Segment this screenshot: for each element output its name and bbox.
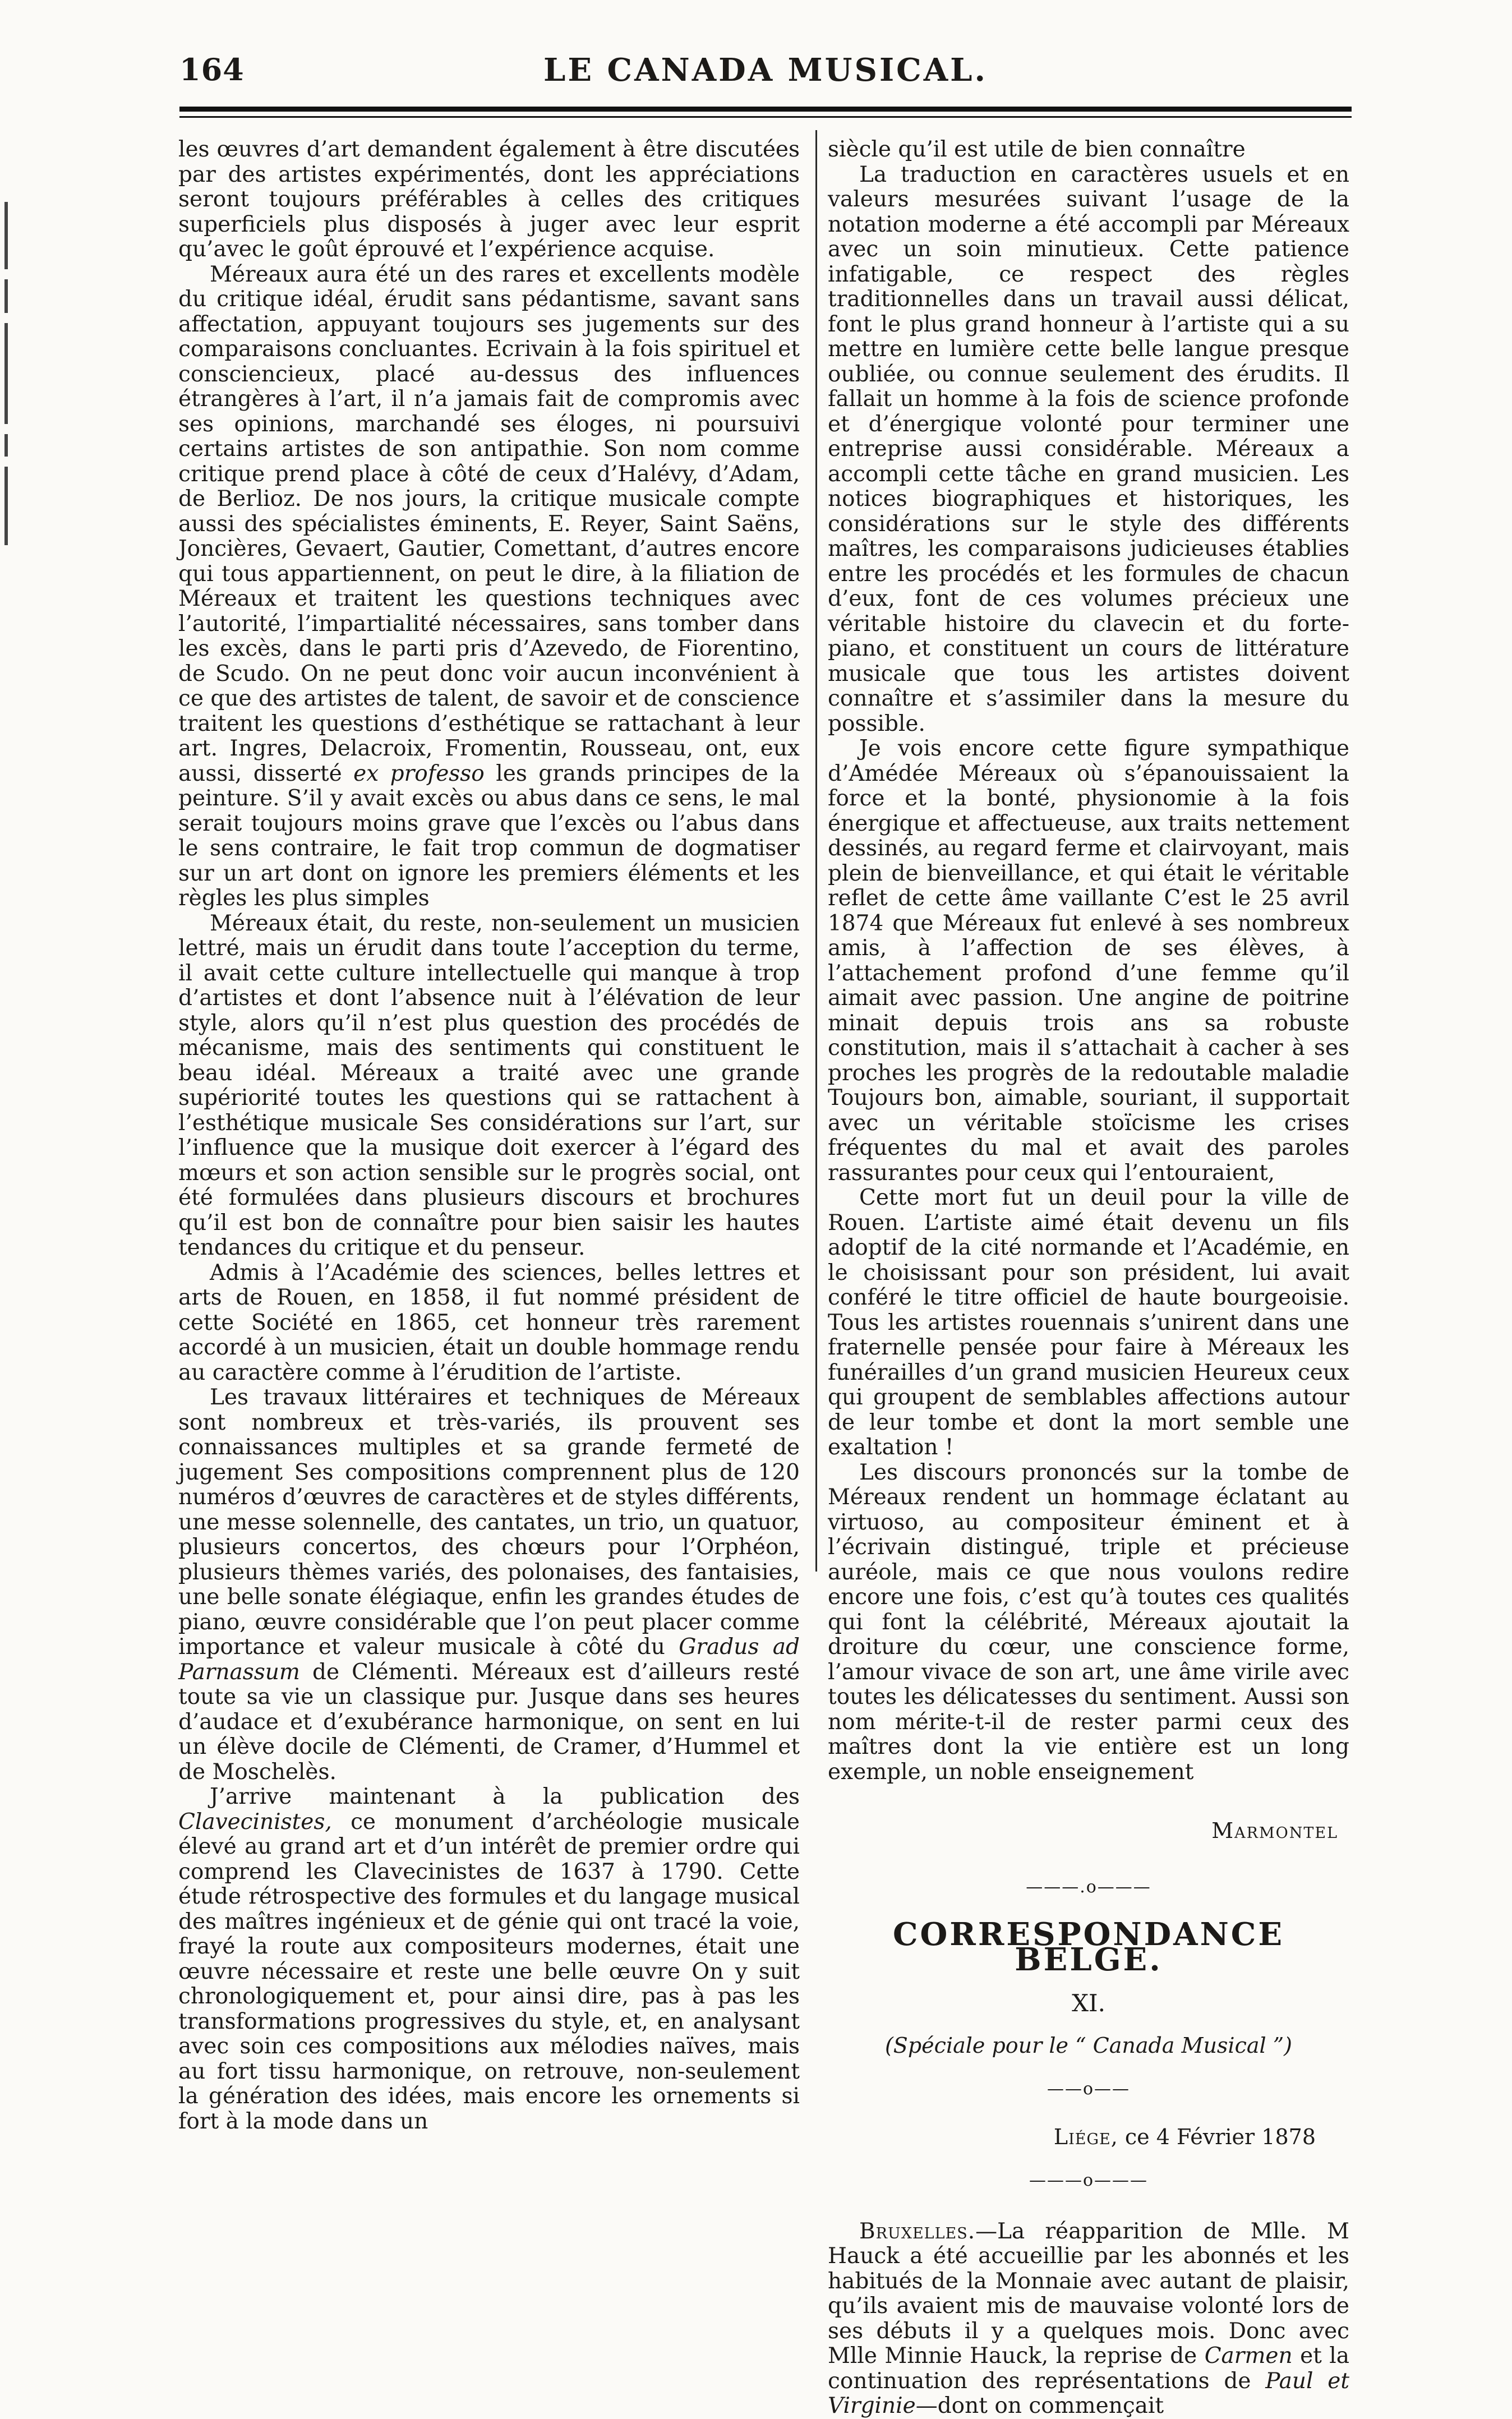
text-run: Les travaux littéraires et techniques de Méreaux sont nombreux et très-variés, ils prouvent ses connaissances multiples et sa grande fermeté de jugement Ses compositions comprennent plus de 120 numéros d’œuvres de caractères et de styles différents, une messe solennelle, des cantates, un trio, un quatuor, plusieurs concertos, des chœurs pour l’Orphéon, plusieurs thèmes variés, des polonaises, des fantaisies, une belle sonate élégiaque, enfin les grandes études de piano, œuvre considérable que l’on peut placer comme importance et valeur musicale à côté du: [178, 1385, 800, 1660]
italic-text: Carmen: [1204, 2343, 1293, 2369]
scan-margin-artifact: [4, 202, 17, 707]
paragraph: les œuvres d’art demandent également à être discutées par des artistes expérimentés, dont les appréciations seront toujours préférables à celles des critiques superficiels plus disposés à juger avec leur esprit qu’avec le goût éprouvé et l’expérience acquise.: [178, 137, 800, 262]
journal-title: LE CANADA MUSICAL.: [543, 52, 988, 89]
city-name: Bruxelles.: [859, 2218, 976, 2244]
header-rule-thin: [179, 116, 1352, 118]
paragraph: Admis à l’Académie des sciences, belles lettres et arts de Rouen, en 1858, il fut nommé président de cette Société en 1865, cet honneur très rarement accordé à un musicien, était un double hommage rendu au caractère comme à l’érudition de l’artiste.: [178, 1260, 800, 1385]
text-run: Méreaux aura été un des rares et excellents modèle du critique idéal, érudit sans pédantisme, savant sans affectation, appuyant toujours ses jugements sur des comparaisons concluantes. Ecrivain à la fois spirituel et consciencieux, placé au-dessus des influences étrangères à l’art, il n’a jamais fait de compromis avec ses opinions, marchandé ses éloges, ni poursuivi certains artistes de son antipathie. Son nom comme critique prend place à côté de ceux d’Halévy, d’Adam, de Berlioz. De nos jours, la critique musicale compte aussi des spécialistes éminents, E. Reyer, Saint Saëns, Joncières, Gevaert, Gautier, Comettant, d’autres encore qui tous appartiennent, on peut le dire, à la filiation de Méreaux et traitent les questions techniques avec l’autorité, l’impartialité nécessaires, sans tomber dans les excès, dans le parti pris d’Azevedo, de Fiorentino, de Scudo. On ne peut donc voir aucun inconvénient à ce que des artistes de talent, de savoir et de conscience traitent les questions d’esthétique se rattachant à leur art. Ingres, Delacroix, Fromentin, Rousseau, ont, eux aussi, disserté: [178, 261, 800, 786]
paragraph: Je vois encore cette figure sympathique d’Amédée Méreaux où s’épanouissaient la force et la bonté, physionomie à la fois énergique et affectueuse, aux traits nettement dessinés, au regard ferme et clairvoyant, mais plein de bienveillance, et qui était le véritable reflet de cette âme vaillante C’est le 25 avril 1874 que Méreaux fut enlevé à ses nombreux amis, à l’affection de ses élèves, à l’attachement profond d’une femme qu’il aimait avec passion. Une angine de poitrine minait depuis trois ans sa robuste constitution, mais il s’attachait à cacher à ses proches les progrès de la redoutable maladie Toujours bon, aimable, souriant, il supportait avec un véritable stoïcisme les crises fréquentes du mal et avait des paroles rassurantes pour ceux qui l’entouraient,: [828, 736, 1349, 1186]
italic-text: Clavecinistes,: [178, 1809, 332, 1835]
separator: ———.o———: [1026, 1877, 1151, 1897]
section-title: CORRESPONDANCE BELGE.: [892, 1916, 1285, 1978]
text-run: J’arrive maintenant à la publication des: [210, 1784, 800, 1809]
text-run: et la continuation des représentations de: [828, 2343, 1350, 2394]
section-numeral: XI.: [1072, 1989, 1105, 2017]
column-divider: [815, 130, 817, 1572]
italic-text: Gradus ad Parnassum: [178, 1634, 800, 1685]
text-run: les grands principes de la peinture. S’il y avait excès ou abus dans ce sens, le mal serait toujours moins grave que l’excès ou l’abus dans le sens contraire, le fait trop commun de dogmatiser sur un art dont on ignore les premiers éléments et les règles les plus simples: [178, 761, 800, 911]
right-column: [828, 137, 1349, 2419]
paragraph: siècle qu’il est utile de bien connaître: [828, 137, 1246, 162]
paragraph: Cette mort fut un deuil pour la ville de Rouen. L’artiste aimé était devenu un fils adoptif de la cité normande et l’Académie, en le choisissant pour son président, lui avait conféré le titre officiel de haute bourgeoisie. Tous les artistes rouennais s’unirent dans une fraternelle pensée pour faire à Méreaux les funérailles d’un grand musicien Heureux ceux qui groupent de semblables affections autour de leur tombe et dont la mort semble une exaltation !: [828, 1185, 1349, 1460]
paragraph: [178, 1385, 800, 1785]
dateline-city: Liége,: [1053, 2124, 1118, 2149]
text-run: ce monument d’archéologie musicale élevé au grand art et d’un intérêt de premier ordre qui comprend les Clavecinistes de 1637 à 1790. Cette étude rétrospective des formules et du langage musical des maîtres ingénieux et de génie qui ont tracé la voie, frayé la route aux compositeurs modernes, était une œuvre nécessaire et reste une belle œuvre On y suit chronologiquement et, pour ainsi dire, pas à pas les transformations progressives du style, et, en analysant avec soin ces compositions aux mélodies naïves, mais au fort tissu harmonique, on retrouve, non-seulement la génération des idées, mais encore les ornements si fort à la mode dans un: [178, 1809, 800, 2134]
text-run: de Clémenti. Méreaux est d’ailleurs resté toute sa vie un classique pur. Jusque dans ses heures d’audace et d’exubérance harmonique, on sent en lui un élève docile de Clémenti, de Cramer, d’Hummel et de Moschelès.: [178, 1659, 800, 1785]
text-run: —dont on commençait: [915, 2393, 1164, 2418]
paragraph: Les discours prononcés sur la tombe de Méreaux rendent un hommage éclatant au virtuoso, au compositeur éminent et à l’écrivain distingué, triple et précieuse auréole, mais ce que nous voulons redire encore une fois, c’est qu’à toutes ces qualités qui font la célébrité, Méreaux ajoutait la droiture du cœur, une conscience forme, l’amour vivace de son art, une âme virile avec toutes les délicatesses du sentiment. Aussi son nom mérite-t-il de rester parmi ceux des maîtres dont la vie entière est un long exemple, un noble enseignement: [828, 1459, 1349, 1785]
page-header: [179, 39, 1352, 107]
italic-text: ex professo: [353, 761, 485, 786]
paragraph: Méreaux était, du reste, non-seulement un musicien lettré, mais un érudit dans toute l’acception du terme, il avait cette culture intellectuelle qui manque à trop d’artistes et dont l’absence nuit à l’élévation de leur style, alors qu’il n’est plus question des procédés de mécanisme, mais des sentiments qui constituent le beau idéal. Méreaux a traité avec une grande supériorité toutes les questions qui se rattachent à l’esthétique musicale Ses considérations sur l’art, sur l’influence que la musique doit exercer à l’égard des mœurs et son action sensible sur le progrès social, ont été formulées dans plusieurs discours et brochures qu’il est bon de connaître pour bien saisir les hautes tendances du critique et du penseur.: [178, 910, 800, 1260]
header-rule-thick: [179, 107, 1352, 112]
paragraph: [178, 262, 800, 911]
text-run: —La réapparition de Mlle. M Hauck a été accueillie par les abonnés et les habitués de la Monnaie avec autant de plaisir, qu’ils avaient mis de mauvaise volonté lors de ses débuts il y a quelques mois. Donc avec Mlle Minnie Hauck, la reprise de: [828, 2218, 1349, 2369]
dateline-date: ce 4 Février 1878: [1124, 2124, 1316, 2149]
page-number: 164: [179, 52, 245, 87]
left-column: [178, 137, 800, 2134]
separator: ——o——: [1047, 2079, 1131, 2099]
italic-text: Paul et Virginie: [828, 2368, 1350, 2418]
author-signature: Marmontel: [1211, 1818, 1338, 1843]
section-subtitle: (Spéciale pour le “ Canada Musical ”): [884, 2033, 1292, 2058]
paragraph: [828, 2219, 1349, 2419]
dateline: [828, 2125, 1349, 2150]
separator: ———o———: [1029, 2171, 1149, 2190]
paragraph: [178, 1785, 800, 2134]
paragraph: La traduction en caractères usuels et en valeurs mesurées suivant l’usage de la notation moderne a été accompli par Méreaux avec un soin minutieux. Cette patience infatigable, ce respect des règles traditionnelles dans un travail aussi délicat, font le plus grand honneur à l’artiste qui a su mettre en lumière cette belle langue presque oubliée, ou connue seulement des érudits. Il fallait un homme à la fois de science profonde et d’énergique volonté pour terminer une entreprise aussi considérable. Méreaux a accompli cette tâche en grand musicien. Les notices biographiques et historiques, les considérations sur le style des différents maîtres, les comparaisons judicieuses établies entre les procédés et les formules de chacun d’eux, font de ces volumes précieux une véritable histoire du clavecin et du forte-piano, et constituent un cours de littérature musicale que tous les artistes doivent connaître et s’assimiler dans la mesure du possible.: [828, 162, 1349, 736]
